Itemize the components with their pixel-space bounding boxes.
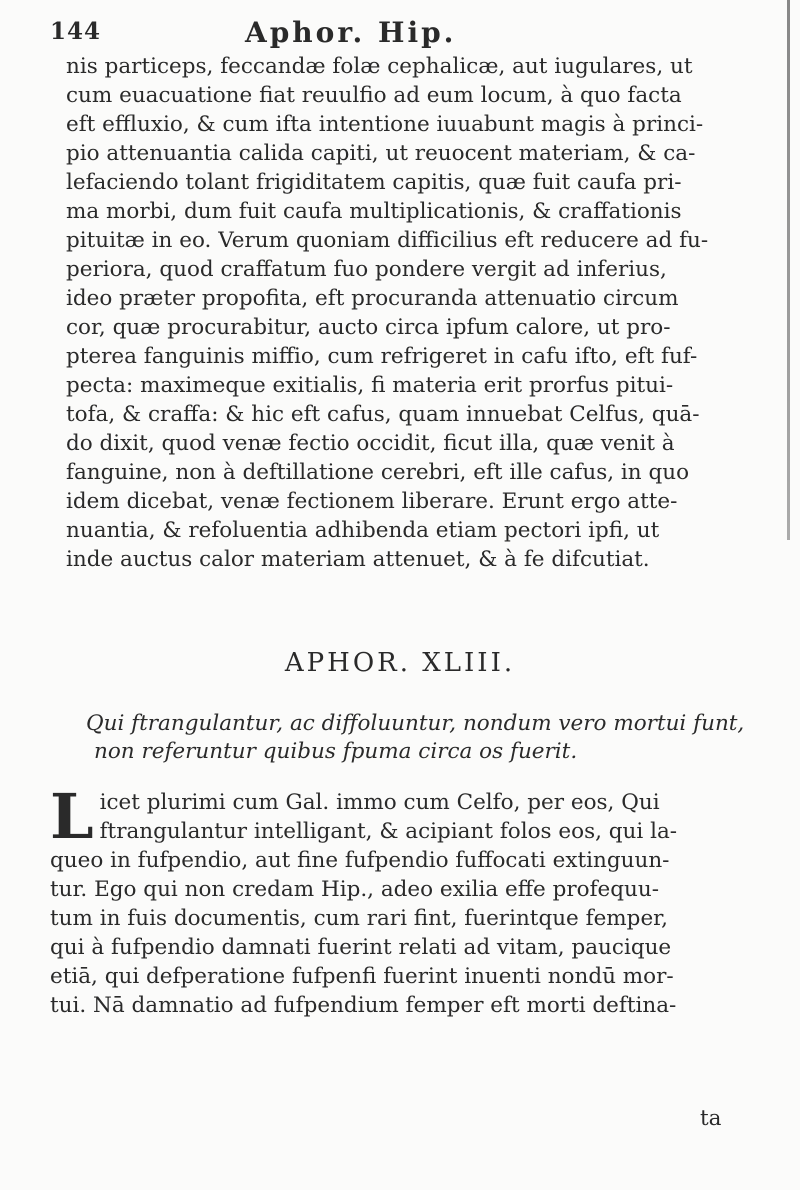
commentary-paragraph-2	[50, 780, 750, 1020]
text-line: inde auctus calor materiam attenuet, & à fe difcutiat.	[66, 547, 650, 572]
text-line: periora, quod craffatum fuo pondere vergit ad inferius,	[66, 257, 667, 282]
text-line: idem dicebat, venæ fectionem liberare. Erunt ergo atte-	[66, 489, 678, 514]
page-edge-shadow	[787, 0, 790, 540]
text-line: tur. Ego qui non credam Hip., adeo exilia effe profequu-	[50, 877, 659, 902]
text-line: nis particeps, feccandæ folæ cephalicæ, aut iugulares, ut	[66, 54, 693, 79]
text-line: pio attenuantia calida capiti, ut reuocent materiam, & ca-	[66, 141, 696, 166]
text-line: tui. Nā damnatio ad fufpendium femper eft morti deftina-	[50, 993, 677, 1018]
page-header	[50, 16, 750, 52]
text-line: ftrangulantur intelligant, & acipiant folos eos, qui la-	[99, 819, 678, 844]
text-line: fanguine, non à deftillatione cerebri, eft ille cafus, in quo	[66, 460, 690, 485]
catchword: ta	[700, 1106, 722, 1131]
text-line: pterea fanguinis miffio, cum refrigeret in cafu ifto, eft fuf-	[66, 344, 698, 369]
text-line: etiā, qui defperatione fufpenfi fuerint inuenti nondū mor-	[50, 964, 674, 989]
text-line: eft effluxio, & cum ifta intentione iuuabunt magis à princi-	[66, 112, 704, 137]
aphorism-title: APHOR. XLIII.	[284, 648, 516, 678]
running-head: Aphor. Hip.	[245, 16, 457, 49]
text-line: ideo præter propofita, eft procuranda attenuatio circum	[66, 286, 679, 311]
drop-cap: L	[50, 780, 94, 853]
aphorism-line: Qui ftrangulantur, ac diffoluuntur, nondum vero mortui funt,	[86, 711, 745, 736]
commentary-paragraph-1	[66, 52, 742, 574]
aphorism-line: non referuntur quibus fpuma circa os fuerit.	[94, 739, 578, 764]
text-line: nuantia, & refoluentia adhibenda etiam pectori ipfi, ut	[66, 518, 660, 543]
aphorism-text	[86, 710, 746, 766]
text-line: ma morbi, dum fuit caufa multiplicationis, & craffationis	[66, 199, 682, 224]
text-line: tum in fuis documentis, cum rari fint, fuerintque femper,	[50, 906, 668, 931]
text-line: pecta: maximeque exitialis, fi materia erit prorfus pitui-	[66, 373, 674, 398]
page-number: 144	[50, 18, 102, 45]
text-line: lefaciendo tolant frigiditatem capitis, quæ fuit caufa pri-	[66, 170, 682, 195]
text-line: cor, quæ procurabitur, aucto circa ipfum calore, ut pro-	[66, 315, 671, 340]
text-line: pituitæ in eo. Verum quoniam difficilius eft reducere ad fu-	[66, 228, 709, 253]
text-line: icet plurimi cum Gal. immo cum Celfo, per eos, Qui	[99, 790, 660, 815]
text-line: cum euacuatione fiat reuulfio ad eum locum, à quo facta	[66, 83, 682, 108]
text-line: tofa, & craffa: & hic eft cafus, quam innuebat Celfus, quā-	[66, 402, 700, 427]
text-line: qui à fufpendio damnati fuerint relati ad vitam, paucique	[50, 935, 672, 960]
text-line: queo in fufpendio, aut fine fufpendio fuffocati extinguun-	[50, 848, 670, 873]
text-line: do dixit, quod venæ fectio occidit, ficut illa, quæ venit à	[66, 431, 675, 456]
